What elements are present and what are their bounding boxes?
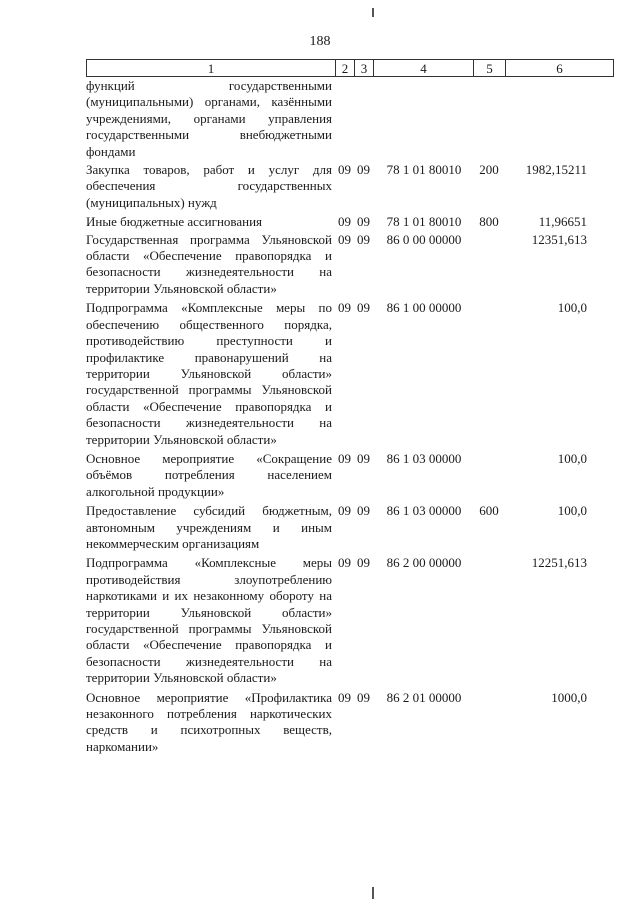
row-type (473, 300, 505, 448)
budget-table (86, 59, 614, 755)
header-cell-4: 4 (373, 59, 473, 77)
row-code: 86 1 03 00000 (386, 503, 462, 519)
row-type (473, 232, 505, 298)
row-code: 78 1 01 80010 (386, 162, 462, 178)
table-row (86, 232, 614, 298)
scan-mark-bottom (372, 887, 374, 899)
row-type (473, 451, 505, 500)
row-subsection: 09 (357, 503, 370, 519)
row-amount (505, 78, 614, 160)
row-type: 800 (479, 214, 499, 230)
header-cell-3: 3 (354, 59, 373, 77)
row-type (473, 555, 505, 686)
row-section: 09 (338, 300, 351, 316)
row-subsection: 09 (357, 689, 370, 705)
row-name: Предоставление субсидий бюджетным, автономным учреждениям и иным некоммерческим организациям (86, 503, 332, 551)
row-code: 86 1 03 00000 (386, 450, 462, 466)
table-row (86, 78, 614, 160)
row-name: Иные бюджетные ассигнования (86, 214, 263, 230)
table-row (86, 555, 614, 686)
row-code: 86 0 00 00000 (386, 231, 462, 247)
row-section: 09 (338, 503, 351, 519)
table-row (86, 690, 614, 756)
row-name: Основное мероприятие «Сокращение объёмов потребления населением алкогольной продукции» (86, 450, 332, 499)
page-number: 188 (309, 34, 331, 49)
row-subsection: 09 (357, 162, 370, 178)
row-section: 09 (338, 689, 351, 705)
row-name: Закупка товаров, работ и услуг для обеспечения государственных (муниципальных) нужд (86, 162, 332, 210)
row-type: 200 (479, 162, 499, 178)
table-row (86, 300, 614, 448)
row-section: 09 (338, 214, 351, 230)
row-amount: 1982,15211 (525, 162, 587, 178)
row-section: 09 (338, 162, 351, 178)
row-type (473, 690, 505, 756)
table-header (86, 59, 614, 77)
table-row (86, 214, 614, 230)
row-subsection: 09 (357, 300, 370, 316)
table-row (86, 451, 614, 500)
row-name: Основное мероприятие «Профилактика незаконного потребления наркотических средств и психотропных веществ, наркомании» (86, 689, 332, 754)
row-section: 09 (338, 450, 351, 466)
row-subsection: 09 (357, 555, 370, 571)
header-cell-1: 1 (86, 59, 335, 77)
table-row (86, 162, 614, 211)
row-code: 86 2 01 00000 (386, 689, 462, 705)
row-name: Подпрограмма «Комплексные меры противодействия злоупотреблению наркотиками и их незаконному обороту на территории Ульяновской области» государственной программы Ульяновской области «Обеспечение правопорядка и безопасности жизнедеятельности на территории Ульяновской области» (86, 555, 332, 686)
row-subsection (354, 78, 373, 160)
row-type (473, 78, 505, 160)
header-cell-5: 5 (473, 59, 505, 77)
row-type: 600 (479, 503, 499, 519)
row-amount: 12351,613 (531, 231, 587, 247)
row-amount: 1000,0 (551, 689, 587, 705)
row-code (373, 78, 473, 160)
row-amount: 100,0 (557, 503, 587, 519)
row-name: функций государственными (муниципальными) органами, казёнными учреждениями, органами управления государственными внебюджетными фондами (86, 78, 332, 159)
row-subsection: 09 (357, 231, 370, 247)
table-row (86, 503, 614, 552)
header-cell-2: 2 (335, 59, 354, 77)
row-amount: 100,0 (557, 450, 587, 466)
row-code: 78 1 01 80010 (386, 214, 462, 230)
row-subsection: 09 (357, 214, 370, 230)
row-name: Подпрограмма «Комплексные меры по обеспечению общественного порядка, противодействию преступности и профилактике правонарушений на территории Ульяновской области» государственной программы Ульяновской области «Обеспечение правопорядка и безопасности жизнедеятельности на территории Ульяновской области» (86, 300, 332, 447)
row-code: 86 2 00 00000 (386, 555, 462, 571)
scan-mark-top (372, 8, 374, 17)
row-subsection: 09 (357, 450, 370, 466)
row-section: 09 (338, 231, 351, 247)
header-cell-6: 6 (505, 59, 614, 77)
row-amount: 11,96651 (538, 214, 587, 230)
row-name: Государственная программа Ульяновской области «Обеспечение правопорядка и безопасности жизнедеятельности на территории Ульяновской области» (86, 231, 332, 296)
row-section: 09 (338, 555, 351, 571)
row-code: 86 1 00 00000 (386, 300, 462, 316)
row-section (335, 78, 354, 160)
row-amount: 12251,613 (531, 555, 587, 571)
row-amount: 100,0 (557, 300, 587, 316)
